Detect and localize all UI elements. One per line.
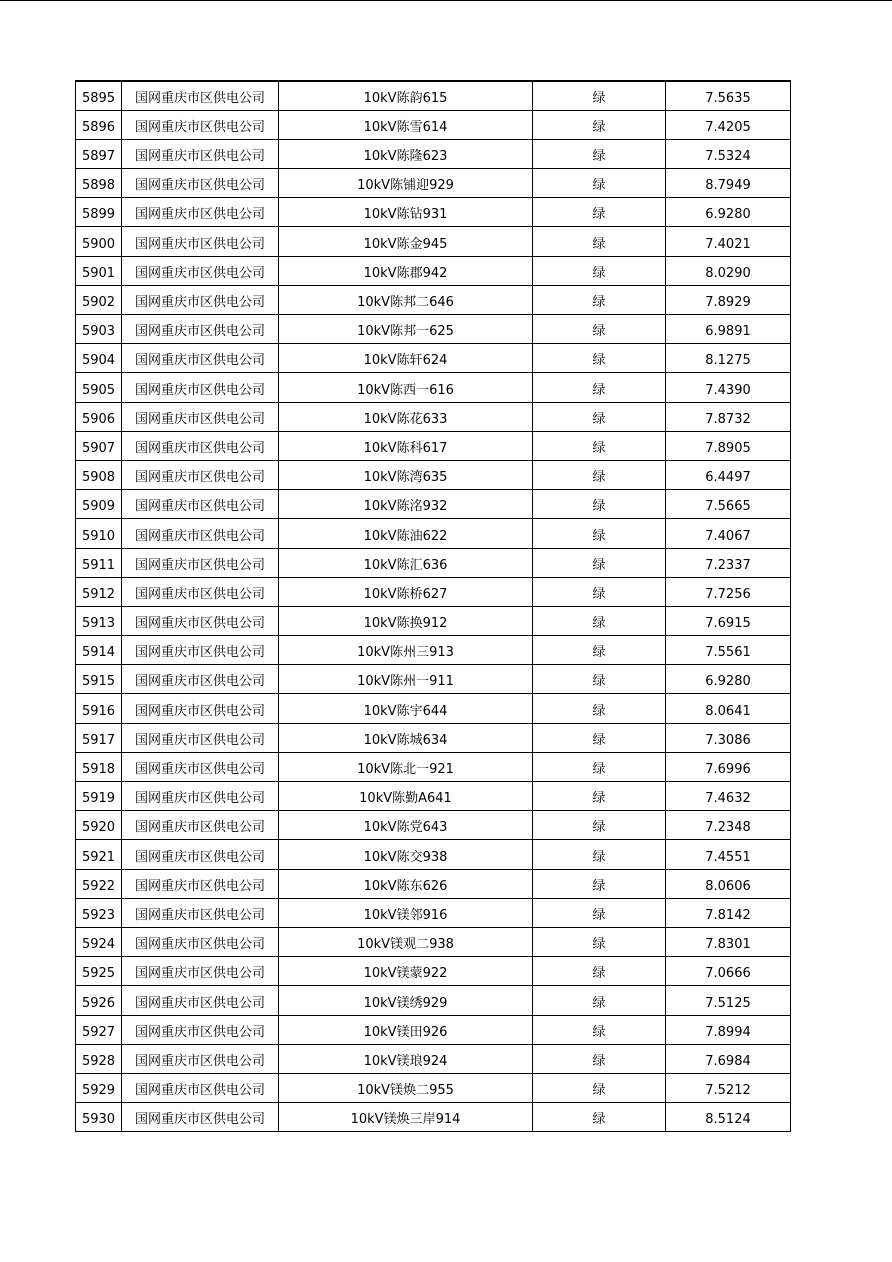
company-cell: 国网重庆市区供电公司 [122, 402, 279, 431]
company-cell: 国网重庆市区供电公司 [122, 315, 279, 344]
line-name-cell: 10kV陈汇636 [279, 548, 533, 577]
company-cell: 国网重庆市区供电公司 [122, 227, 279, 256]
line-name-cell: 10kV陈州三913 [279, 636, 533, 665]
status-cell: 绿 [533, 1103, 666, 1132]
row-id-cell: 5898 [76, 169, 122, 198]
table-row [76, 1015, 791, 1044]
status-cell: 绿 [533, 1015, 666, 1044]
line-name-cell: 10kV镁绣929 [279, 986, 533, 1015]
row-id-cell: 5929 [76, 1073, 122, 1102]
value-cell: 7.5635 [666, 81, 791, 110]
status-cell: 绿 [533, 986, 666, 1015]
value-cell: 7.8929 [666, 285, 791, 314]
value-cell: 7.3086 [666, 723, 791, 752]
company-cell: 国网重庆市区供电公司 [122, 1044, 279, 1073]
row-id-cell: 5919 [76, 782, 122, 811]
status-cell: 绿 [533, 402, 666, 431]
status-cell: 绿 [533, 139, 666, 168]
value-cell: 7.4205 [666, 110, 791, 139]
line-name-cell: 10kV陈宇644 [279, 694, 533, 723]
row-id-cell: 5908 [76, 460, 122, 489]
value-cell: 7.4551 [666, 840, 791, 869]
line-name-cell: 10kV陈花633 [279, 402, 533, 431]
status-cell: 绿 [533, 811, 666, 840]
row-id-cell: 5895 [76, 81, 122, 110]
company-cell: 国网重庆市区供电公司 [122, 1073, 279, 1102]
line-name-cell: 10kV陈湾635 [279, 460, 533, 489]
company-cell: 国网重庆市区供电公司 [122, 840, 279, 869]
status-cell: 绿 [533, 898, 666, 927]
row-id-cell: 5925 [76, 957, 122, 986]
table-row [76, 256, 791, 285]
company-cell: 国网重庆市区供电公司 [122, 665, 279, 694]
value-cell: 8.7949 [666, 169, 791, 198]
table-row [76, 811, 791, 840]
company-cell: 国网重庆市区供电公司 [122, 344, 279, 373]
line-name-cell: 10kV陈郡942 [279, 256, 533, 285]
line-name-cell: 10kV镁焕二955 [279, 1073, 533, 1102]
row-id-cell: 5901 [76, 256, 122, 285]
row-id-cell: 5910 [76, 519, 122, 548]
value-cell: 7.5125 [666, 986, 791, 1015]
value-cell: 6.9891 [666, 315, 791, 344]
row-id-cell: 5918 [76, 752, 122, 781]
value-cell: 7.4021 [666, 227, 791, 256]
line-name-cell: 10kV陈雪614 [279, 110, 533, 139]
status-cell: 绿 [533, 285, 666, 314]
table-row [76, 169, 791, 198]
table-row [76, 548, 791, 577]
line-name-cell: 10kV陈邦二646 [279, 285, 533, 314]
row-id-cell: 5903 [76, 315, 122, 344]
table-row [76, 285, 791, 314]
line-name-cell: 10kV镁焕三岸914 [279, 1103, 533, 1132]
status-cell: 绿 [533, 81, 666, 110]
company-cell: 国网重庆市区供电公司 [122, 198, 279, 227]
company-cell: 国网重庆市区供电公司 [122, 636, 279, 665]
row-id-cell: 5917 [76, 723, 122, 752]
row-id-cell: 5909 [76, 490, 122, 519]
status-cell: 绿 [533, 840, 666, 869]
row-id-cell: 5921 [76, 840, 122, 869]
company-cell: 国网重庆市区供电公司 [122, 110, 279, 139]
row-id-cell: 5902 [76, 285, 122, 314]
company-cell: 国网重庆市区供电公司 [122, 1103, 279, 1132]
line-name-cell: 10kV镁邻916 [279, 898, 533, 927]
value-cell: 7.8301 [666, 927, 791, 956]
table-row [76, 898, 791, 927]
table-row [76, 606, 791, 635]
status-cell: 绿 [533, 606, 666, 635]
table-body [76, 81, 791, 1132]
status-cell: 绿 [533, 373, 666, 402]
status-cell: 绿 [533, 723, 666, 752]
value-cell: 7.5324 [666, 139, 791, 168]
company-cell: 国网重庆市区供电公司 [122, 460, 279, 489]
value-cell: 7.6915 [666, 606, 791, 635]
table-row [76, 490, 791, 519]
line-name-cell: 10kV陈油622 [279, 519, 533, 548]
row-id-cell: 5907 [76, 431, 122, 460]
table-row [76, 373, 791, 402]
line-name-cell: 10kV陈勤A641 [279, 782, 533, 811]
company-cell: 国网重庆市区供电公司 [122, 373, 279, 402]
table-row [76, 723, 791, 752]
table-row [76, 81, 791, 110]
line-name-cell: 10kV陈党643 [279, 811, 533, 840]
status-cell: 绿 [533, 577, 666, 606]
table-row [76, 1044, 791, 1073]
line-name-cell: 10kV镁蒙922 [279, 957, 533, 986]
status-cell: 绿 [533, 198, 666, 227]
company-cell: 国网重庆市区供电公司 [122, 957, 279, 986]
row-id-cell: 5923 [76, 898, 122, 927]
line-name-cell: 10kV陈桥627 [279, 577, 533, 606]
table-row [76, 431, 791, 460]
table-row [76, 927, 791, 956]
row-id-cell: 5913 [76, 606, 122, 635]
line-name-cell: 10kV陈东626 [279, 869, 533, 898]
value-cell: 6.9280 [666, 198, 791, 227]
row-id-cell: 5904 [76, 344, 122, 373]
line-name-cell: 10kV镁观二938 [279, 927, 533, 956]
table-row [76, 782, 791, 811]
status-cell: 绿 [533, 869, 666, 898]
table-row [76, 752, 791, 781]
status-cell: 绿 [533, 957, 666, 986]
company-cell: 国网重庆市区供电公司 [122, 81, 279, 110]
status-cell: 绿 [533, 431, 666, 460]
row-id-cell: 5897 [76, 139, 122, 168]
value-cell: 7.5665 [666, 490, 791, 519]
company-cell: 国网重庆市区供电公司 [122, 694, 279, 723]
status-cell: 绿 [533, 752, 666, 781]
row-id-cell: 5930 [76, 1103, 122, 1132]
line-name-cell: 10kV陈北一921 [279, 752, 533, 781]
company-cell: 国网重庆市区供电公司 [122, 577, 279, 606]
table-row [76, 519, 791, 548]
table-row [76, 460, 791, 489]
table-row [76, 665, 791, 694]
row-id-cell: 5911 [76, 548, 122, 577]
table-row [76, 694, 791, 723]
status-cell: 绿 [533, 665, 666, 694]
row-id-cell: 5906 [76, 402, 122, 431]
table-row [76, 402, 791, 431]
value-cell: 7.4390 [666, 373, 791, 402]
status-cell: 绿 [533, 460, 666, 489]
value-cell: 8.5124 [666, 1103, 791, 1132]
company-cell: 国网重庆市区供电公司 [122, 490, 279, 519]
value-cell: 7.7256 [666, 577, 791, 606]
status-cell: 绿 [533, 782, 666, 811]
company-cell: 国网重庆市区供电公司 [122, 811, 279, 840]
status-cell: 绿 [533, 227, 666, 256]
status-cell: 绿 [533, 169, 666, 198]
row-id-cell: 5912 [76, 577, 122, 606]
status-cell: 绿 [533, 1044, 666, 1073]
line-name-cell: 10kV陈换912 [279, 606, 533, 635]
value-cell: 7.8905 [666, 431, 791, 460]
table-row [76, 636, 791, 665]
line-name-cell: 10kV陈邦一625 [279, 315, 533, 344]
table-row [76, 227, 791, 256]
company-cell: 国网重庆市区供电公司 [122, 606, 279, 635]
data-table [75, 80, 791, 1132]
row-id-cell: 5924 [76, 927, 122, 956]
value-cell: 8.0606 [666, 869, 791, 898]
row-id-cell: 5914 [76, 636, 122, 665]
status-cell: 绿 [533, 636, 666, 665]
status-cell: 绿 [533, 519, 666, 548]
company-cell: 国网重庆市区供电公司 [122, 519, 279, 548]
row-id-cell: 5927 [76, 1015, 122, 1044]
row-id-cell: 5928 [76, 1044, 122, 1073]
line-name-cell: 10kV镁琅924 [279, 1044, 533, 1073]
company-cell: 国网重庆市区供电公司 [122, 752, 279, 781]
company-cell: 国网重庆市区供电公司 [122, 1015, 279, 1044]
status-cell: 绿 [533, 315, 666, 344]
line-name-cell: 10kV陈轩624 [279, 344, 533, 373]
value-cell: 7.2348 [666, 811, 791, 840]
table-row [76, 869, 791, 898]
line-name-cell: 10kV陈科617 [279, 431, 533, 460]
company-cell: 国网重庆市区供电公司 [122, 927, 279, 956]
row-id-cell: 5915 [76, 665, 122, 694]
value-cell: 7.8994 [666, 1015, 791, 1044]
status-cell: 绿 [533, 344, 666, 373]
status-cell: 绿 [533, 110, 666, 139]
table-row [76, 1103, 791, 1132]
value-cell: 7.5212 [666, 1073, 791, 1102]
status-cell: 绿 [533, 490, 666, 519]
value-cell: 6.4497 [666, 460, 791, 489]
table-row [76, 139, 791, 168]
table-row [76, 1073, 791, 1102]
value-cell: 6.9280 [666, 665, 791, 694]
row-id-cell: 5926 [76, 986, 122, 1015]
row-id-cell: 5905 [76, 373, 122, 402]
table-row [76, 198, 791, 227]
line-name-cell: 10kV陈铺迎929 [279, 169, 533, 198]
company-cell: 国网重庆市区供电公司 [122, 285, 279, 314]
company-cell: 国网重庆市区供电公司 [122, 869, 279, 898]
status-cell: 绿 [533, 927, 666, 956]
value-cell: 7.4067 [666, 519, 791, 548]
line-name-cell: 10kV陈隆623 [279, 139, 533, 168]
company-cell: 国网重庆市区供电公司 [122, 169, 279, 198]
line-name-cell: 10kV陈洺932 [279, 490, 533, 519]
value-cell: 7.6984 [666, 1044, 791, 1073]
row-id-cell: 5916 [76, 694, 122, 723]
company-cell: 国网重庆市区供电公司 [122, 782, 279, 811]
row-id-cell: 5922 [76, 869, 122, 898]
value-cell: 8.0290 [666, 256, 791, 285]
line-name-cell: 10kV陈州一911 [279, 665, 533, 694]
table-row [76, 840, 791, 869]
table-row [76, 344, 791, 373]
table-row [76, 110, 791, 139]
value-cell: 7.2337 [666, 548, 791, 577]
company-cell: 国网重庆市区供电公司 [122, 986, 279, 1015]
line-name-cell: 10kV陈金945 [279, 227, 533, 256]
company-cell: 国网重庆市区供电公司 [122, 548, 279, 577]
value-cell: 7.8732 [666, 402, 791, 431]
line-name-cell: 10kV镁田926 [279, 1015, 533, 1044]
value-cell: 7.4632 [666, 782, 791, 811]
company-cell: 国网重庆市区供电公司 [122, 256, 279, 285]
value-cell: 7.8142 [666, 898, 791, 927]
value-cell: 8.1275 [666, 344, 791, 373]
row-id-cell: 5900 [76, 227, 122, 256]
table-row [76, 957, 791, 986]
table-row [76, 577, 791, 606]
status-cell: 绿 [533, 1073, 666, 1102]
line-name-cell: 10kV陈交938 [279, 840, 533, 869]
status-cell: 绿 [533, 548, 666, 577]
value-cell: 7.6996 [666, 752, 791, 781]
company-cell: 国网重庆市区供电公司 [122, 431, 279, 460]
company-cell: 国网重庆市区供电公司 [122, 898, 279, 927]
line-name-cell: 10kV陈城634 [279, 723, 533, 752]
line-name-cell: 10kV陈钻931 [279, 198, 533, 227]
line-name-cell: 10kV陈韵615 [279, 81, 533, 110]
row-id-cell: 5896 [76, 110, 122, 139]
company-cell: 国网重庆市区供电公司 [122, 139, 279, 168]
row-id-cell: 5920 [76, 811, 122, 840]
table-row [76, 315, 791, 344]
line-name-cell: 10kV陈西一616 [279, 373, 533, 402]
value-cell: 8.0641 [666, 694, 791, 723]
status-cell: 绿 [533, 694, 666, 723]
page-top-border [0, 0, 892, 1]
status-cell: 绿 [533, 256, 666, 285]
company-cell: 国网重庆市区供电公司 [122, 723, 279, 752]
table-row [76, 986, 791, 1015]
value-cell: 7.5561 [666, 636, 791, 665]
row-id-cell: 5899 [76, 198, 122, 227]
value-cell: 7.0666 [666, 957, 791, 986]
